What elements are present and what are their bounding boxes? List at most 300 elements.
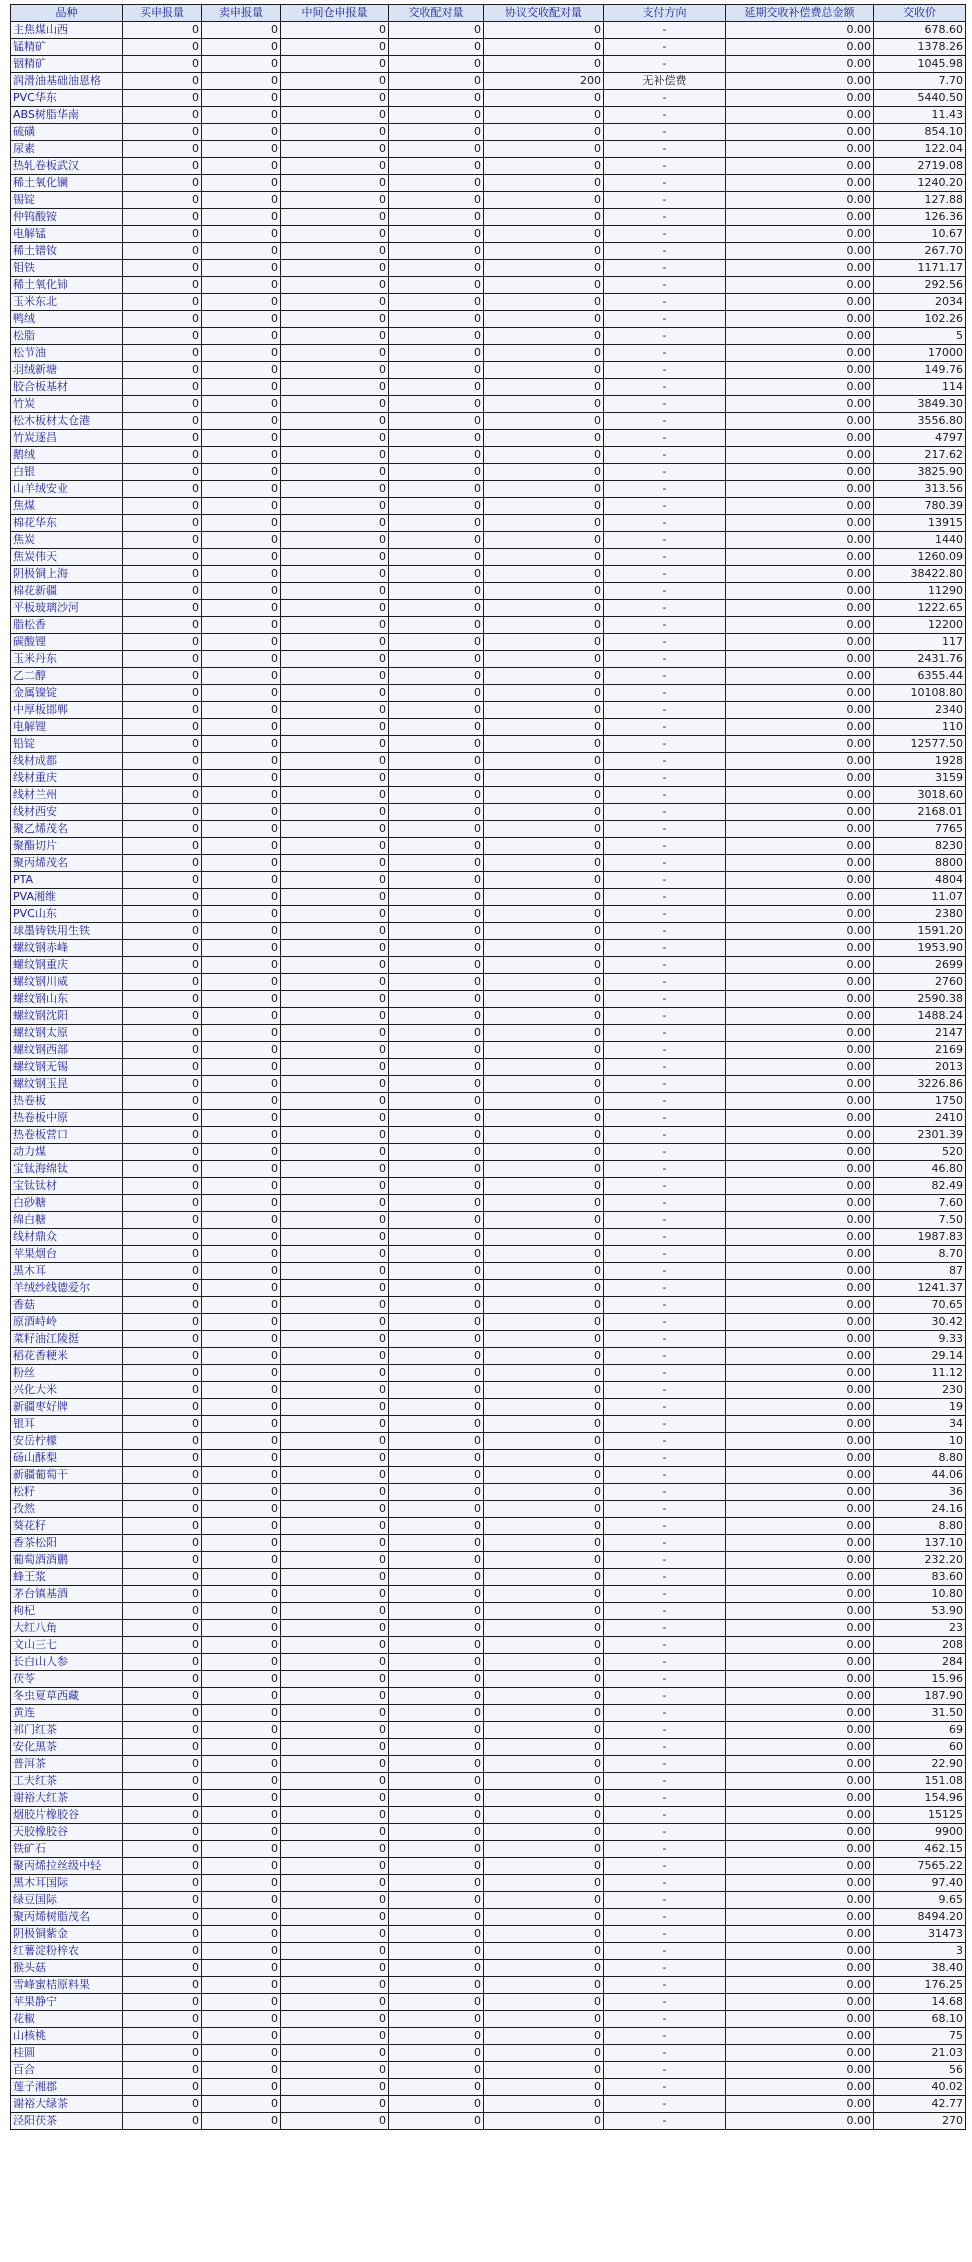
table-row: [11, 1824, 966, 1841]
cell-matched-quantity: 0: [389, 1535, 484, 1552]
cell-sell-quantity: 0: [202, 1314, 281, 1331]
cell-delivery-price: 46.80: [874, 1161, 966, 1178]
cell-deferred-compensation-total: 0.00: [726, 1960, 874, 1977]
cell-buy-quantity: 0: [123, 1348, 202, 1365]
cell-sell-quantity: 0: [202, 1195, 281, 1212]
table-row: [11, 1722, 966, 1739]
cell-sell-quantity: 0: [202, 39, 281, 56]
cell-sell-quantity: 0: [202, 1756, 281, 1773]
table-row: [11, 1654, 966, 1671]
cell-buy-quantity: 0: [123, 1501, 202, 1518]
cell-deferred-compensation-total: 0.00: [726, 56, 874, 73]
cell-product: 雪峰蜜桔原料果: [11, 1977, 123, 1994]
cell-intermediate-quantity: 0: [281, 2062, 389, 2079]
cell-buy-quantity: 0: [123, 770, 202, 787]
table-row: [11, 1161, 966, 1178]
table-row: [11, 362, 966, 379]
cell-sell-quantity: 0: [202, 1994, 281, 2011]
cell-agreement-matched-quantity: 0: [484, 1620, 604, 1637]
cell-payment-direction: -: [604, 1518, 726, 1535]
cell-intermediate-quantity: 0: [281, 583, 389, 600]
cell-payment-direction: -: [604, 787, 726, 804]
cell-agreement-matched-quantity: 0: [484, 532, 604, 549]
cell-product: 黄连: [11, 1705, 123, 1722]
cell-delivery-price: 53.90: [874, 1603, 966, 1620]
cell-product: 稀土氧化铈: [11, 277, 123, 294]
cell-intermediate-quantity: 0: [281, 362, 389, 379]
cell-agreement-matched-quantity: 0: [484, 294, 604, 311]
cell-sell-quantity: 0: [202, 158, 281, 175]
cell-buy-quantity: 0: [123, 1416, 202, 1433]
cell-agreement-matched-quantity: 0: [484, 651, 604, 668]
cell-intermediate-quantity: 0: [281, 311, 389, 328]
cell-buy-quantity: 0: [123, 566, 202, 583]
cell-buy-quantity: 0: [123, 1909, 202, 1926]
table-row: [11, 566, 966, 583]
table-row: [11, 1093, 966, 1110]
cell-product: 钼铁: [11, 260, 123, 277]
cell-deferred-compensation-total: 0.00: [726, 90, 874, 107]
cell-deferred-compensation-total: 0.00: [726, 1212, 874, 1229]
cell-matched-quantity: 0: [389, 600, 484, 617]
table-row: [11, 141, 966, 158]
cell-buy-quantity: 0: [123, 1654, 202, 1671]
cell-deferred-compensation-total: 0.00: [726, 617, 874, 634]
cell-deferred-compensation-total: 0.00: [726, 1025, 874, 1042]
cell-buy-quantity: 0: [123, 1671, 202, 1688]
cell-intermediate-quantity: 0: [281, 736, 389, 753]
cell-buy-quantity: 0: [123, 396, 202, 413]
cell-product: 山羊绒安业: [11, 481, 123, 498]
cell-agreement-matched-quantity: 0: [484, 753, 604, 770]
cell-delivery-price: 176.25: [874, 1977, 966, 1994]
cell-agreement-matched-quantity: 0: [484, 226, 604, 243]
cell-payment-direction: -: [604, 634, 726, 651]
cell-product: 冬虫夏草西藏: [11, 1688, 123, 1705]
table-row: [11, 719, 966, 736]
cell-sell-quantity: 0: [202, 1773, 281, 1790]
cell-buy-quantity: 0: [123, 719, 202, 736]
table-row: [11, 73, 966, 90]
cell-intermediate-quantity: 0: [281, 396, 389, 413]
cell-intermediate-quantity: 0: [281, 821, 389, 838]
cell-sell-quantity: 0: [202, 362, 281, 379]
cell-product: 宝钛海绵钛: [11, 1161, 123, 1178]
cell-buy-quantity: 0: [123, 1569, 202, 1586]
cell-matched-quantity: 0: [389, 566, 484, 583]
cell-intermediate-quantity: 0: [281, 192, 389, 209]
cell-deferred-compensation-total: 0.00: [726, 940, 874, 957]
cell-buy-quantity: 0: [123, 1382, 202, 1399]
cell-intermediate-quantity: 0: [281, 277, 389, 294]
cell-buy-quantity: 0: [123, 1229, 202, 1246]
cell-sell-quantity: 0: [202, 464, 281, 481]
cell-payment-direction: -: [604, 1705, 726, 1722]
cell-intermediate-quantity: 0: [281, 634, 389, 651]
cell-delivery-price: 313.56: [874, 481, 966, 498]
cell-delivery-price: 520: [874, 1144, 966, 1161]
cell-payment-direction: -: [604, 1263, 726, 1280]
cell-agreement-matched-quantity: 0: [484, 1552, 604, 1569]
table-row: [11, 1178, 966, 1195]
cell-payment-direction: -: [604, 1552, 726, 1569]
cell-product: 长白山人参: [11, 1654, 123, 1671]
table-row: [11, 311, 966, 328]
cell-matched-quantity: 0: [389, 1280, 484, 1297]
cell-agreement-matched-quantity: 0: [484, 1059, 604, 1076]
cell-agreement-matched-quantity: 0: [484, 634, 604, 651]
cell-matched-quantity: 0: [389, 532, 484, 549]
cell-matched-quantity: 0: [389, 821, 484, 838]
cell-deferred-compensation-total: 0.00: [726, 1246, 874, 1263]
cell-sell-quantity: 0: [202, 498, 281, 515]
cell-deferred-compensation-total: 0.00: [726, 1093, 874, 1110]
cell-sell-quantity: 0: [202, 940, 281, 957]
cell-delivery-price: 15125: [874, 1807, 966, 1824]
cell-agreement-matched-quantity: 0: [484, 2096, 604, 2113]
cell-sell-quantity: 0: [202, 1042, 281, 1059]
table-row: [11, 430, 966, 447]
cell-intermediate-quantity: 0: [281, 1229, 389, 1246]
cell-delivery-price: 24.16: [874, 1501, 966, 1518]
table-row: [11, 1960, 966, 1977]
table-row: [11, 1926, 966, 1943]
cell-delivery-price: 678.60: [874, 22, 966, 39]
cell-matched-quantity: 0: [389, 1637, 484, 1654]
cell-delivery-price: 270: [874, 2113, 966, 2130]
cell-deferred-compensation-total: 0.00: [726, 923, 874, 940]
cell-product: 鹅绒: [11, 447, 123, 464]
cell-product: 砀山酥梨: [11, 1450, 123, 1467]
cell-payment-direction: -: [604, 2045, 726, 2062]
cell-delivery-price: 7.70: [874, 73, 966, 90]
cell-product: 谢裕大绿茶: [11, 2096, 123, 2113]
cell-intermediate-quantity: 0: [281, 1773, 389, 1790]
cell-product: 黑木耳: [11, 1263, 123, 1280]
cell-product: 安化黑茶: [11, 1739, 123, 1756]
cell-payment-direction: -: [604, 1943, 726, 1960]
cell-payment-direction: -: [604, 1416, 726, 1433]
cell-buy-quantity: 0: [123, 243, 202, 260]
cell-intermediate-quantity: 0: [281, 243, 389, 260]
cell-payment-direction: -: [604, 821, 726, 838]
cell-product: 螺纹钢太原: [11, 1025, 123, 1042]
cell-agreement-matched-quantity: 0: [484, 702, 604, 719]
table-row: [11, 1688, 966, 1705]
cell-payment-direction: -: [604, 1892, 726, 1909]
cell-sell-quantity: 0: [202, 1892, 281, 1909]
table-body: [11, 22, 966, 2130]
cell-matched-quantity: 0: [389, 1790, 484, 1807]
cell-product: 电解锂: [11, 719, 123, 736]
cell-matched-quantity: 0: [389, 957, 484, 974]
table-row: [11, 1297, 966, 1314]
cell-intermediate-quantity: 0: [281, 1569, 389, 1586]
cell-product: 热卷板中原: [11, 1110, 123, 1127]
table-row: [11, 668, 966, 685]
cell-intermediate-quantity: 0: [281, 1552, 389, 1569]
cell-payment-direction: -: [604, 1739, 726, 1756]
cell-delivery-price: 2719.08: [874, 158, 966, 175]
cell-agreement-matched-quantity: 0: [484, 124, 604, 141]
cell-matched-quantity: 0: [389, 73, 484, 90]
cell-product: 新疆枣好牌: [11, 1399, 123, 1416]
cell-delivery-price: 9.33: [874, 1331, 966, 1348]
cell-deferred-compensation-total: 0.00: [726, 1773, 874, 1790]
cell-sell-quantity: 0: [202, 1280, 281, 1297]
cell-agreement-matched-quantity: 0: [484, 1263, 604, 1280]
cell-agreement-matched-quantity: 0: [484, 22, 604, 39]
cell-payment-direction: -: [604, 39, 726, 56]
cell-buy-quantity: 0: [123, 1841, 202, 1858]
cell-matched-quantity: 0: [389, 90, 484, 107]
cell-buy-quantity: 0: [123, 2079, 202, 2096]
cell-delivery-price: 10: [874, 1433, 966, 1450]
cell-delivery-price: 1260.09: [874, 549, 966, 566]
table-row: [11, 1484, 966, 1501]
cell-deferred-compensation-total: 0.00: [726, 685, 874, 702]
cell-payment-direction: -: [604, 1688, 726, 1705]
cell-matched-quantity: 0: [389, 2096, 484, 2113]
cell-matched-quantity: 0: [389, 2062, 484, 2079]
table-row: [11, 1280, 966, 1297]
cell-payment-direction: -: [604, 838, 726, 855]
cell-deferred-compensation-total: 0.00: [726, 906, 874, 923]
header-agreement-matched-quantity: 协议交收配对量: [484, 5, 604, 22]
cell-product: 仲钨酸铵: [11, 209, 123, 226]
cell-intermediate-quantity: 0: [281, 668, 389, 685]
cell-buy-quantity: 0: [123, 1195, 202, 1212]
cell-product: 聚丙烯树脂茂名: [11, 1909, 123, 1926]
cell-matched-quantity: 0: [389, 1603, 484, 1620]
cell-buy-quantity: 0: [123, 1263, 202, 1280]
cell-buy-quantity: 0: [123, 1212, 202, 1229]
cell-product: 茯苓: [11, 1671, 123, 1688]
cell-sell-quantity: 0: [202, 719, 281, 736]
cell-matched-quantity: 0: [389, 141, 484, 158]
cell-matched-quantity: 0: [389, 498, 484, 515]
cell-payment-direction: -: [604, 1824, 726, 1841]
cell-payment-direction: -: [604, 243, 726, 260]
cell-payment-direction: -: [604, 464, 726, 481]
cell-product: 百合: [11, 2062, 123, 2079]
cell-product: 玉米东北: [11, 294, 123, 311]
cell-intermediate-quantity: 0: [281, 1756, 389, 1773]
cell-sell-quantity: 0: [202, 1161, 281, 1178]
cell-sell-quantity: 0: [202, 1671, 281, 1688]
cell-delivery-price: 8494.20: [874, 1909, 966, 1926]
cell-agreement-matched-quantity: 0: [484, 1008, 604, 1025]
cell-delivery-price: 2590.38: [874, 991, 966, 1008]
cell-deferred-compensation-total: 0.00: [726, 566, 874, 583]
cell-delivery-price: 1488.24: [874, 1008, 966, 1025]
cell-delivery-price: 854.10: [874, 124, 966, 141]
cell-payment-direction: -: [604, 974, 726, 991]
cell-buy-quantity: 0: [123, 2045, 202, 2062]
cell-buy-quantity: 0: [123, 1297, 202, 1314]
table-row: [11, 2062, 966, 2079]
cell-matched-quantity: 0: [389, 2113, 484, 2130]
cell-sell-quantity: 0: [202, 328, 281, 345]
cell-agreement-matched-quantity: 0: [484, 192, 604, 209]
cell-sell-quantity: 0: [202, 600, 281, 617]
cell-agreement-matched-quantity: 0: [484, 838, 604, 855]
cell-buy-quantity: 0: [123, 73, 202, 90]
cell-matched-quantity: 0: [389, 1739, 484, 1756]
table-row: [11, 1671, 966, 1688]
cell-sell-quantity: 0: [202, 1807, 281, 1824]
cell-buy-quantity: 0: [123, 753, 202, 770]
cell-agreement-matched-quantity: 0: [484, 1433, 604, 1450]
cell-product: 线材重庆: [11, 770, 123, 787]
cell-buy-quantity: 0: [123, 294, 202, 311]
cell-matched-quantity: 0: [389, 379, 484, 396]
cell-matched-quantity: 0: [389, 1501, 484, 1518]
cell-agreement-matched-quantity: 0: [484, 719, 604, 736]
cell-matched-quantity: 0: [389, 753, 484, 770]
cell-agreement-matched-quantity: 0: [484, 447, 604, 464]
cell-sell-quantity: 0: [202, 1450, 281, 1467]
cell-agreement-matched-quantity: 0: [484, 1280, 604, 1297]
cell-buy-quantity: 0: [123, 1637, 202, 1654]
cell-agreement-matched-quantity: 0: [484, 804, 604, 821]
cell-product: 白银: [11, 464, 123, 481]
cell-payment-direction: -: [604, 906, 726, 923]
cell-product: 螺纹钢重庆: [11, 957, 123, 974]
cell-intermediate-quantity: 0: [281, 1246, 389, 1263]
cell-payment-direction: -: [604, 328, 726, 345]
cell-payment-direction: -: [604, 2096, 726, 2113]
cell-deferred-compensation-total: 0.00: [726, 889, 874, 906]
cell-buy-quantity: 0: [123, 1892, 202, 1909]
table-row: [11, 872, 966, 889]
cell-sell-quantity: 0: [202, 2096, 281, 2113]
cell-sell-quantity: 0: [202, 515, 281, 532]
cell-product: 工夫红茶: [11, 1773, 123, 1790]
cell-delivery-price: 10.80: [874, 1586, 966, 1603]
cell-deferred-compensation-total: 0.00: [726, 1824, 874, 1841]
cell-buy-quantity: 0: [123, 226, 202, 243]
cell-deferred-compensation-total: 0.00: [726, 1875, 874, 1892]
cell-delivery-price: 114: [874, 379, 966, 396]
cell-buy-quantity: 0: [123, 1960, 202, 1977]
cell-agreement-matched-quantity: 0: [484, 141, 604, 158]
cell-buy-quantity: 0: [123, 311, 202, 328]
cell-product: 螺纹钢无锡: [11, 1059, 123, 1076]
cell-matched-quantity: 0: [389, 1229, 484, 1246]
cell-buy-quantity: 0: [123, 498, 202, 515]
cell-sell-quantity: 0: [202, 1552, 281, 1569]
cell-deferred-compensation-total: 0.00: [726, 1552, 874, 1569]
table-row: [11, 787, 966, 804]
cell-payment-direction: -: [604, 379, 726, 396]
cell-sell-quantity: 0: [202, 396, 281, 413]
cell-matched-quantity: 0: [389, 940, 484, 957]
cell-payment-direction: -: [604, 396, 726, 413]
cell-deferred-compensation-total: 0.00: [726, 1909, 874, 1926]
cell-payment-direction: -: [604, 1637, 726, 1654]
cell-agreement-matched-quantity: 0: [484, 243, 604, 260]
cell-sell-quantity: 0: [202, 1909, 281, 1926]
cell-buy-quantity: 0: [123, 1314, 202, 1331]
cell-matched-quantity: 0: [389, 260, 484, 277]
cell-payment-direction: -: [604, 1450, 726, 1467]
cell-agreement-matched-quantity: 0: [484, 2028, 604, 2045]
cell-product: 枸杞: [11, 1603, 123, 1620]
cell-product: 螺纹钢赤峰: [11, 940, 123, 957]
cell-agreement-matched-quantity: 0: [484, 1756, 604, 1773]
cell-sell-quantity: 0: [202, 1416, 281, 1433]
table-row: [11, 345, 966, 362]
cell-delivery-price: 60: [874, 1739, 966, 1756]
cell-deferred-compensation-total: 0.00: [726, 124, 874, 141]
cell-buy-quantity: 0: [123, 1756, 202, 1773]
cell-product: 松木板材太仓港: [11, 413, 123, 430]
cell-delivery-price: 292.56: [874, 277, 966, 294]
cell-deferred-compensation-total: 0.00: [726, 1688, 874, 1705]
cell-agreement-matched-quantity: 0: [484, 566, 604, 583]
cell-buy-quantity: 0: [123, 617, 202, 634]
cell-intermediate-quantity: 0: [281, 991, 389, 1008]
cell-matched-quantity: 0: [389, 2045, 484, 2062]
cell-intermediate-quantity: 0: [281, 1688, 389, 1705]
table-row: [11, 1569, 966, 1586]
cell-agreement-matched-quantity: 0: [484, 1110, 604, 1127]
cell-payment-direction: -: [604, 1467, 726, 1484]
cell-intermediate-quantity: 0: [281, 90, 389, 107]
cell-deferred-compensation-total: 0.00: [726, 430, 874, 447]
cell-buy-quantity: 0: [123, 838, 202, 855]
cell-sell-quantity: 0: [202, 345, 281, 362]
cell-intermediate-quantity: 0: [281, 804, 389, 821]
cell-deferred-compensation-total: 0.00: [726, 1603, 874, 1620]
cell-delivery-price: 31473: [874, 1926, 966, 1943]
cell-intermediate-quantity: 0: [281, 617, 389, 634]
cell-intermediate-quantity: 0: [281, 124, 389, 141]
cell-deferred-compensation-total: 0.00: [726, 192, 874, 209]
cell-deferred-compensation-total: 0.00: [726, 141, 874, 158]
cell-product: 烟胶片橡胶谷: [11, 1807, 123, 1824]
cell-deferred-compensation-total: 0.00: [726, 1484, 874, 1501]
cell-payment-direction: -: [604, 2028, 726, 2045]
cell-sell-quantity: 0: [202, 634, 281, 651]
cell-agreement-matched-quantity: 0: [484, 1399, 604, 1416]
cell-payment-direction: -: [604, 1161, 726, 1178]
cell-agreement-matched-quantity: 0: [484, 1790, 604, 1807]
cell-payment-direction: -: [604, 1229, 726, 1246]
cell-matched-quantity: 0: [389, 1008, 484, 1025]
cell-matched-quantity: 0: [389, 277, 484, 294]
header-product: 品种: [11, 5, 123, 22]
header-matched-quantity: 交收配对量: [389, 5, 484, 22]
cell-sell-quantity: 0: [202, 1569, 281, 1586]
cell-intermediate-quantity: 0: [281, 1807, 389, 1824]
table-row: [11, 56, 966, 73]
table-row: [11, 1008, 966, 1025]
cell-delivery-price: 4804: [874, 872, 966, 889]
cell-deferred-compensation-total: 0.00: [726, 991, 874, 1008]
cell-intermediate-quantity: 0: [281, 481, 389, 498]
table-row: [11, 1705, 966, 1722]
cell-agreement-matched-quantity: 0: [484, 1246, 604, 1263]
table-row: [11, 1807, 966, 1824]
cell-product: 兴化大米: [11, 1382, 123, 1399]
table-row: [11, 447, 966, 464]
cell-matched-quantity: 0: [389, 1756, 484, 1773]
header-sell-quantity: 卖申报量: [202, 5, 281, 22]
cell-payment-direction: -: [604, 600, 726, 617]
cell-sell-quantity: 0: [202, 141, 281, 158]
